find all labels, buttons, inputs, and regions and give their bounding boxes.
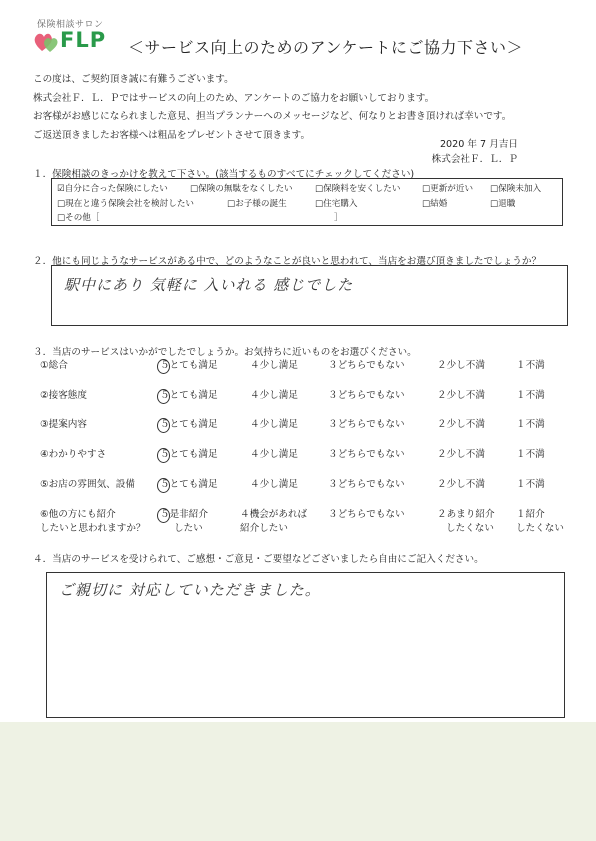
rating-1[interactable]: １紹介	[516, 509, 545, 520]
q1-option-other-close: ］	[334, 213, 343, 223]
q3-row-label: ⑥他の方にも紹介	[40, 509, 116, 520]
rating-2-cont: したくない	[446, 523, 494, 534]
rating-4[interactable]: ４少し満足	[250, 419, 298, 430]
q1-option[interactable]: □保険未加入	[490, 184, 542, 194]
q1-option-checked[interactable]: ☑自分に合った保険にしたい	[57, 184, 168, 194]
rating-1[interactable]: １不満	[516, 479, 545, 490]
date: 2020 年 7 月吉日	[439, 139, 518, 150]
rating-2[interactable]: ２あまり紹介	[437, 509, 495, 520]
q3-row-label: ④わかりやすさ	[40, 449, 107, 460]
q3-row-label: ②接客態度	[40, 390, 87, 401]
brand-name: FLP	[60, 28, 107, 52]
rating-5[interactable]: ５とても満足	[160, 360, 218, 371]
rating-2[interactable]: ２少し不満	[437, 390, 485, 401]
intro-line: ご返送頂きましたお客様へは粗品をプレゼントさせて頂きます。	[33, 129, 311, 141]
q1-option[interactable]: □住宅購入	[315, 199, 358, 209]
q1-option-other[interactable]: □その他［	[57, 213, 100, 223]
q1-option[interactable]: □更新が近い	[422, 184, 474, 194]
rating-5[interactable]: ５とても満足	[160, 449, 218, 460]
rating-4[interactable]: ４少し満足	[250, 360, 298, 371]
q1-option[interactable]: □結婚	[422, 199, 448, 209]
rating-5[interactable]: ５とても満足	[160, 479, 218, 490]
brand-subtitle: 保険相談サロン	[37, 20, 104, 30]
q1-option[interactable]: □退職	[490, 199, 516, 209]
rating-1[interactable]: １不満	[516, 360, 545, 371]
q2-answer-box[interactable]	[51, 265, 568, 326]
rating-3[interactable]: ３どちらでもない	[328, 360, 405, 371]
rating-5-cont: したい	[174, 523, 203, 534]
rating-2[interactable]: ２少し不満	[437, 419, 485, 430]
heart-logo-icon	[33, 31, 61, 53]
q1-option[interactable]: □現在と違う保険会社を検討したい	[57, 199, 195, 209]
rating-1[interactable]: １不満	[516, 419, 545, 430]
rating-4[interactable]: ４少し満足	[250, 390, 298, 401]
page-title: ＜サービス向上のためのアンケートにご協力下さい＞	[128, 38, 524, 57]
rating-1-cont: したくない	[516, 523, 564, 534]
rating-3[interactable]: ３どちらでもない	[328, 419, 405, 430]
footer-band	[0, 722, 596, 841]
intro-line: この度は、ご契約頂き誠に有難うございます。	[33, 74, 234, 85]
rating-5[interactable]: ５とても満足	[160, 390, 218, 401]
q4-answer-box[interactable]	[46, 572, 565, 718]
intro-text	[33, 71, 511, 145]
q4-handwritten-answer: ご親切に 対応していただきました。	[59, 581, 321, 599]
rating-3[interactable]: ３どちらでもない	[328, 390, 405, 401]
q1-label: １．保険相談のきっかけを教えて下さい。(該当するものすべてにチェックしてください)	[33, 169, 415, 180]
q1-options-box	[51, 178, 563, 226]
q3-row-label: ⑤お店の雰囲気、設備	[40, 479, 135, 490]
q3-row-label: ③提案内容	[40, 419, 87, 430]
rating-1[interactable]: １不満	[516, 390, 545, 401]
rating-4[interactable]: ４少し満足	[250, 479, 298, 490]
rating-5[interactable]: ５是非紹介	[160, 509, 208, 520]
q2-label: ２．他にも同じようなサービスがある中で、どのようなことが良いと思われて、当店をお選び頂きましたでしょうか？	[33, 256, 542, 267]
rating-3[interactable]: ３どちらでもない	[328, 509, 405, 520]
q4-label: ４．当店のサービスを受けられて、ご感想・ご意見・ご要望などございましたら自由にご記入ください。	[33, 554, 484, 565]
rating-2[interactable]: ２少し不満	[437, 449, 485, 460]
intro-line: 株式会社Ｆ．Ｌ．Ｐではサービスの向上のため、アンケートのご協力をお願いしております。	[33, 92, 435, 104]
rating-3[interactable]: ３どちらでもない	[328, 449, 405, 460]
q2-handwritten-answer: 駅中にあり 気軽に 入いれる 感じでした	[64, 276, 354, 294]
rating-4-cont: 紹介したい	[240, 523, 288, 534]
date-block	[432, 137, 518, 167]
company-name: 株式会社Ｆ．Ｌ．Ｐ	[431, 154, 518, 165]
rating-2[interactable]: ２少し不満	[437, 479, 485, 490]
rating-1[interactable]: １不満	[516, 449, 545, 460]
rating-3[interactable]: ３どちらでもない	[328, 479, 405, 490]
rating-2[interactable]: ２少し不満	[437, 360, 485, 371]
rating-4[interactable]: ４少し満足	[250, 449, 298, 460]
rating-4[interactable]: ４機会があれば	[240, 509, 308, 520]
q1-option[interactable]: □お子様の誕生	[227, 199, 287, 209]
q3-row-label-cont: したいと思われますか？	[40, 523, 146, 534]
q3-row-label: ①総合	[40, 360, 68, 371]
q1-option[interactable]: □保険料を安くしたい	[315, 184, 401, 194]
rating-5[interactable]: ５とても満足	[160, 419, 218, 430]
intro-line: お客様がお感じになられました意見、担当プランナーへのメッセージなど、何なりとお書き頂ければ幸いです。	[33, 111, 512, 123]
q1-option[interactable]: □保険の無駄をなくしたい	[190, 184, 293, 194]
q3-label: ３．当店のサービスはいかがでしたでしょうか。お気持ちに近いものをお選びください。	[33, 347, 417, 358]
